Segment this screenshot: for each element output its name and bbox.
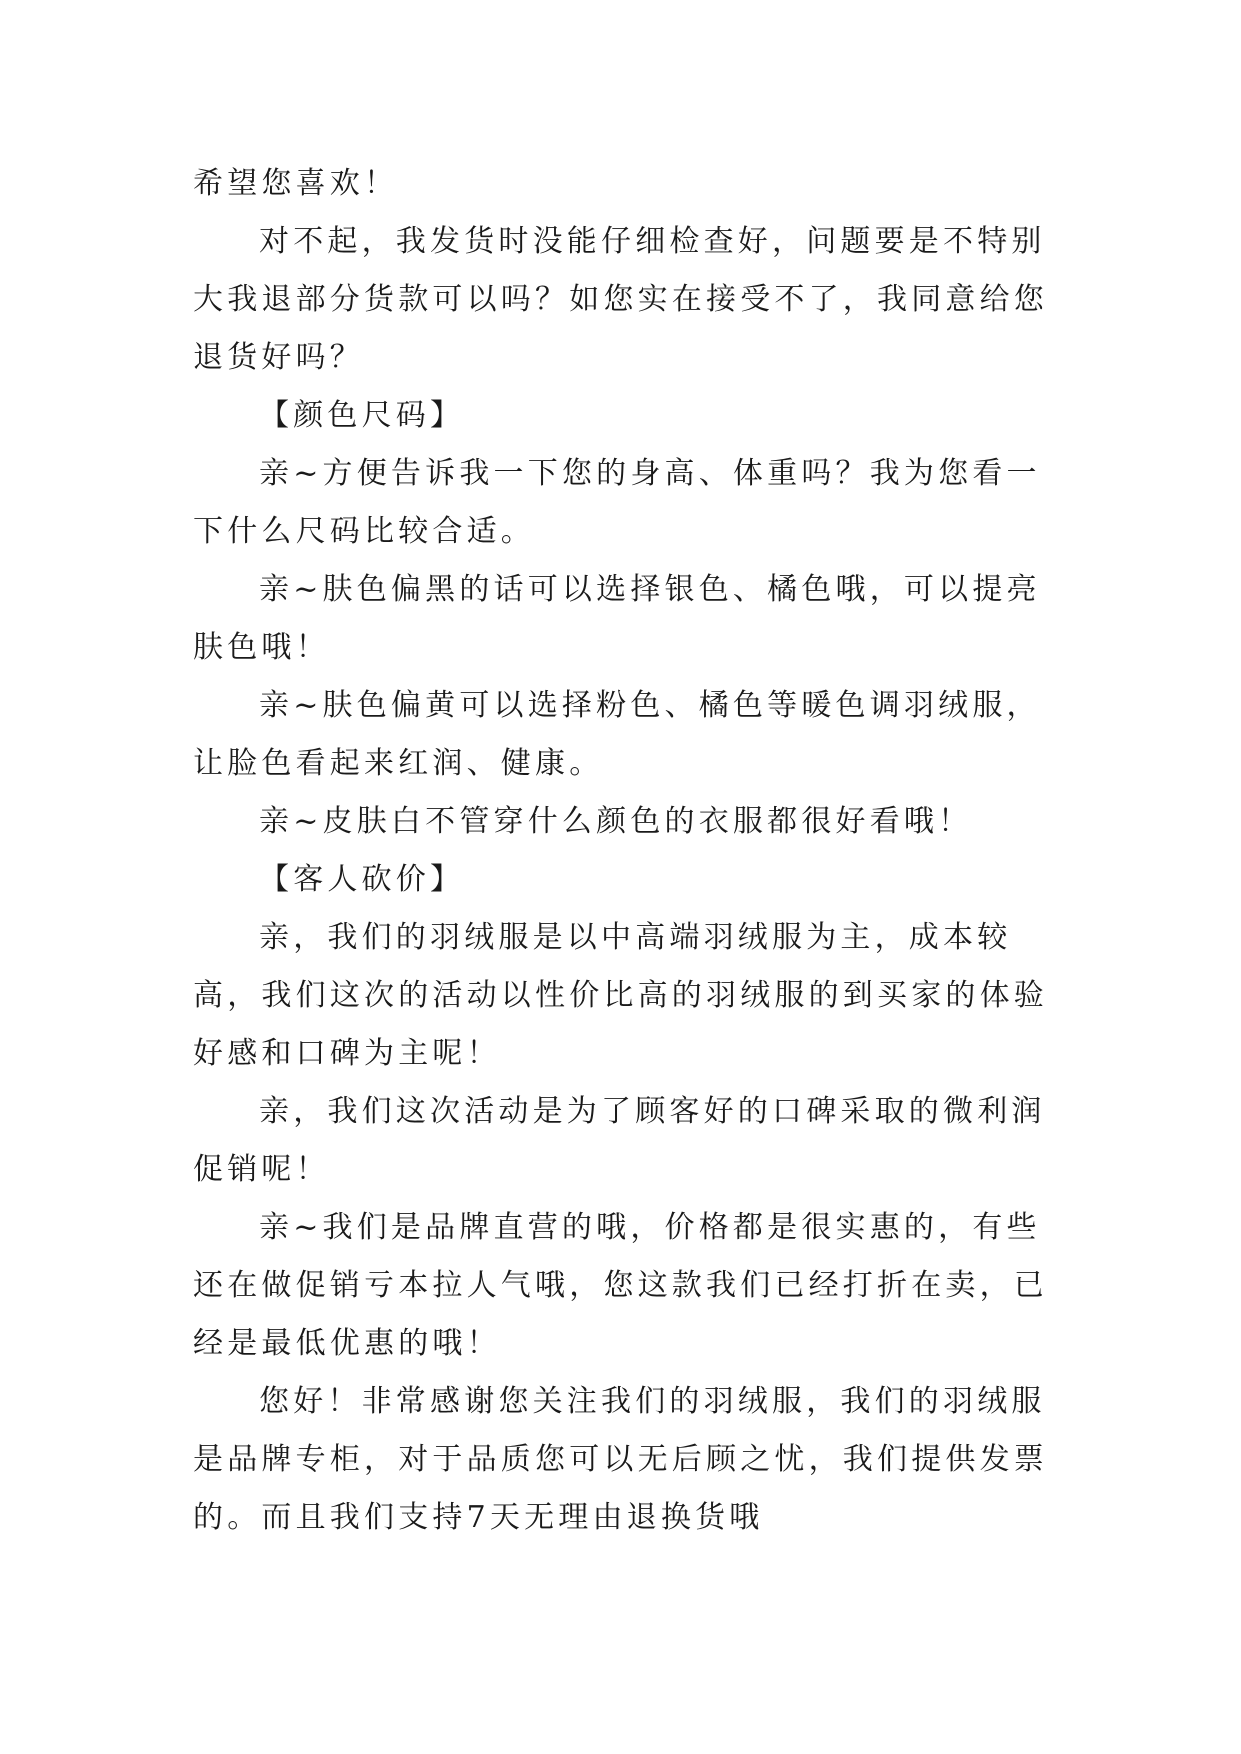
paragraph-apology: 对不起，我发货时没能仔细检查好，问题要是不特别大我退部分货款可以吗？如您实在接受不了，我同意给您退货好吗？ bbox=[193, 224, 1048, 375]
paragraph-brand-counter: 您好！非常感谢您关注我们的羽绒服，我们的羽绒服是品牌专柜，对于品质您可以无后顾之忧，我们提供发票的。而且我们支持7天无理由退换货哦 bbox=[193, 1384, 1048, 1535]
paragraph-size-inquiry: 亲~方便告诉我一下您的身高、体重吗？我为您看一下什么尺码比较合适。 bbox=[193, 456, 1041, 549]
paragraph-closing: 希望您喜欢！ bbox=[193, 166, 399, 201]
paragraph-low-profit: 亲，我们这次活动是为了顾客好的口碑采取的微利润促销呢！ bbox=[193, 1094, 1046, 1187]
section-heading-color-size: 【颜色尺码】 bbox=[259, 398, 465, 433]
section-heading-bargaining: 【客人砍价】 bbox=[259, 862, 465, 897]
paragraph-yellow-skin: 亲~肤色偏黄可以选择粉色、橘色等暖色调羽绒服，让脸色看起来红润、健康。 bbox=[193, 688, 1041, 781]
paragraph-brand-direct: 亲~我们是品牌直营的哦，价格都是很实惠的，有些还在做促销亏本拉人气哦，您这款我们已经打折在卖，已经是最低优惠的哦！ bbox=[193, 1210, 1048, 1361]
paragraph-fair-skin: 亲~皮肤白不管穿什么颜色的衣服都很好看哦！ bbox=[259, 804, 973, 839]
document-body bbox=[193, 155, 1068, 1547]
paragraph-high-end-cost: 亲，我们的羽绒服是以中高端羽绒服为主，成本较高，我们这次的活动以性价比高的羽绒服的到买家的体验好感和口碑为主呢！ bbox=[193, 920, 1048, 1071]
paragraph-dark-skin: 亲~肤色偏黑的话可以选择银色、橘色哦，可以提亮肤色哦！ bbox=[193, 572, 1041, 665]
